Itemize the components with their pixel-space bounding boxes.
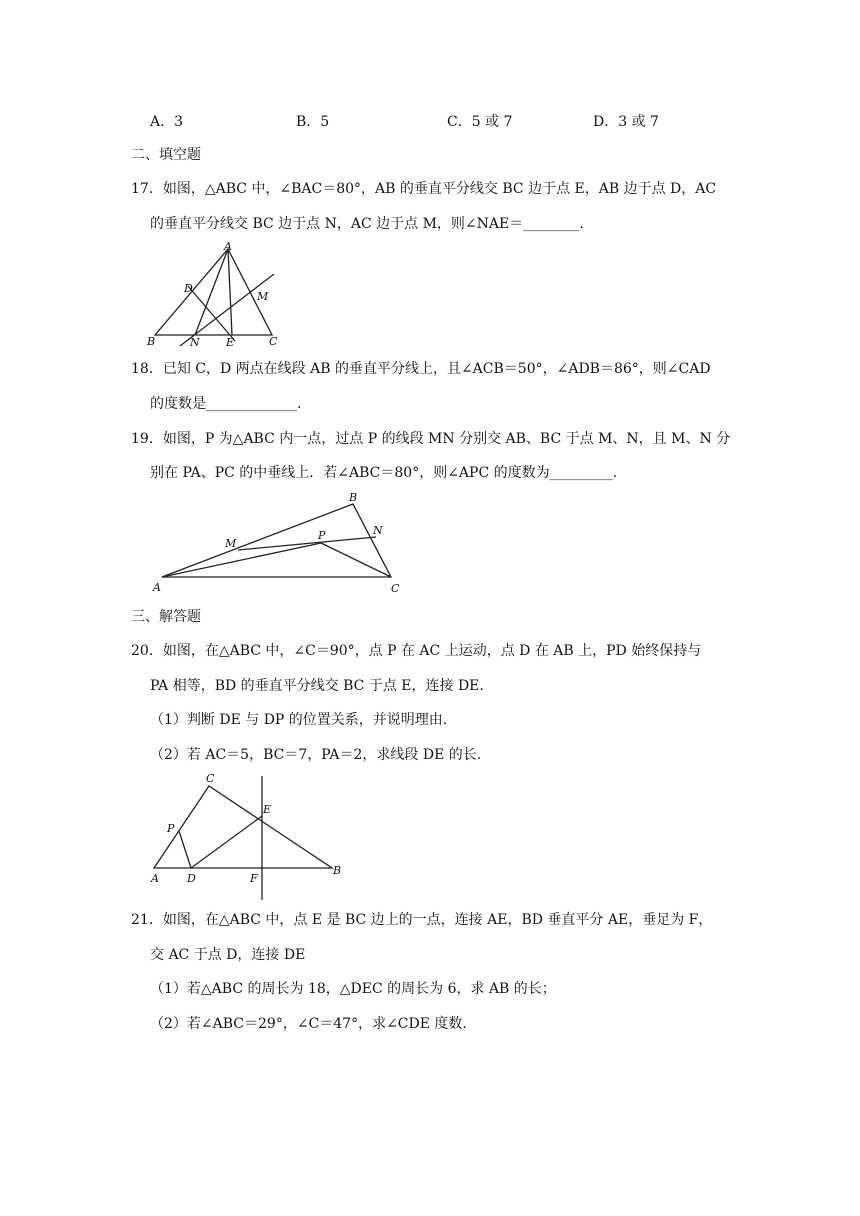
q20-label-p: P (167, 822, 175, 835)
q20-triangle-lines (154, 776, 332, 900)
q19-triangle-lines (162, 504, 391, 577)
q19-text-line2: 别在 PA、PC 的中垂线上．若∠ABC＝80°，则∠APC 的度数为_________. (150, 465, 618, 481)
q19-label-a: A (153, 581, 161, 594)
q19-label-c: C (391, 582, 400, 595)
option-b: B．5 (296, 114, 330, 130)
q17-label-e: E (226, 336, 235, 349)
q20-figure (145, 768, 350, 902)
section-fill-heading: 二、填空题 (131, 147, 201, 163)
q20-text-line1: 20．如图，在△ABC 中，∠C＝90°，点 P 在 AC 上运动，点 D 在 AB 上，PD 始终保持与 (131, 643, 702, 659)
q17-label-d: D (184, 282, 193, 295)
q20-label-c: C (206, 772, 215, 785)
q17-text-line2: 的垂直平分线交 BC 边于点 N，AC 边于点 M，则∠NAE＝________. (150, 216, 584, 232)
q20-label-f: F (250, 872, 258, 885)
q19-label-p: P (318, 529, 326, 542)
section-solve-heading: 三、解答题 (131, 609, 201, 625)
q19-label-n: N (373, 524, 383, 537)
q18-text-line2: 的度数是_____________. (150, 396, 302, 412)
q19-figure (148, 487, 408, 599)
q19-label-m: M (225, 537, 237, 550)
q21-part1: （1）若△ABC 的周长为 18，△DEC 的周长为 6，求 AB 的长； (150, 981, 556, 997)
q17-label-m: M (257, 290, 269, 303)
q20-part2: （2）若 AC＝5，BC＝7，PA＝2，求线段 DE 的长. (150, 747, 482, 763)
q20-part1: （1）判断 DE 与 DP 的位置关系，并说明理由. (150, 712, 448, 728)
q21-text-line1: 21．如图，在△ABC 中，点 E 是 BC 边上的一点，连接 AE，BD 垂直平分 AE，垂足为 F， (131, 912, 713, 928)
q17-label-b: B (147, 335, 156, 348)
q19-label-b: B (349, 491, 358, 504)
option-d: D．3 或 7 (593, 114, 659, 130)
option-c: C．5 或 7 (447, 114, 513, 130)
q17-text-line1: 17．如图，△ABC 中，∠BAC＝80°，AB 的垂直平分线交 BC 边于点 E，AB 边于点 D，AC (131, 181, 717, 197)
q17-figure (140, 240, 290, 352)
q17-label-n: N (190, 336, 200, 349)
q21-text-line2: 交 AC 于点 D，连接 DE (150, 947, 306, 963)
q20-label-e: E (263, 803, 272, 816)
q21-part2: （2）若∠ABC＝29°，∠C＝47°，求∠CDE 度数. (150, 1016, 467, 1032)
q20-label-b: B (333, 864, 342, 877)
q17-label-c: C (269, 335, 278, 348)
option-a: A．3 (150, 114, 184, 130)
q20-label-d: D (187, 872, 196, 885)
q19-text-line1: 19．如图，P 为△ABC 内一点，过点 P 的线段 MN 分别交 AB、BC 于点 M、N，且 M、N 分 (131, 431, 731, 447)
q20-text-line2: PA 相等，BD 的垂直平分线交 BC 于点 E，连接 DE. (150, 678, 484, 694)
q17-label-a: A (224, 240, 232, 253)
q18-text-line1: 18．已知 C，D 两点在线段 AB 的垂直平分线上，且∠ACB＝50°，∠ADB＝86°，则∠CAD (131, 361, 711, 377)
q20-label-a: A (151, 872, 159, 885)
